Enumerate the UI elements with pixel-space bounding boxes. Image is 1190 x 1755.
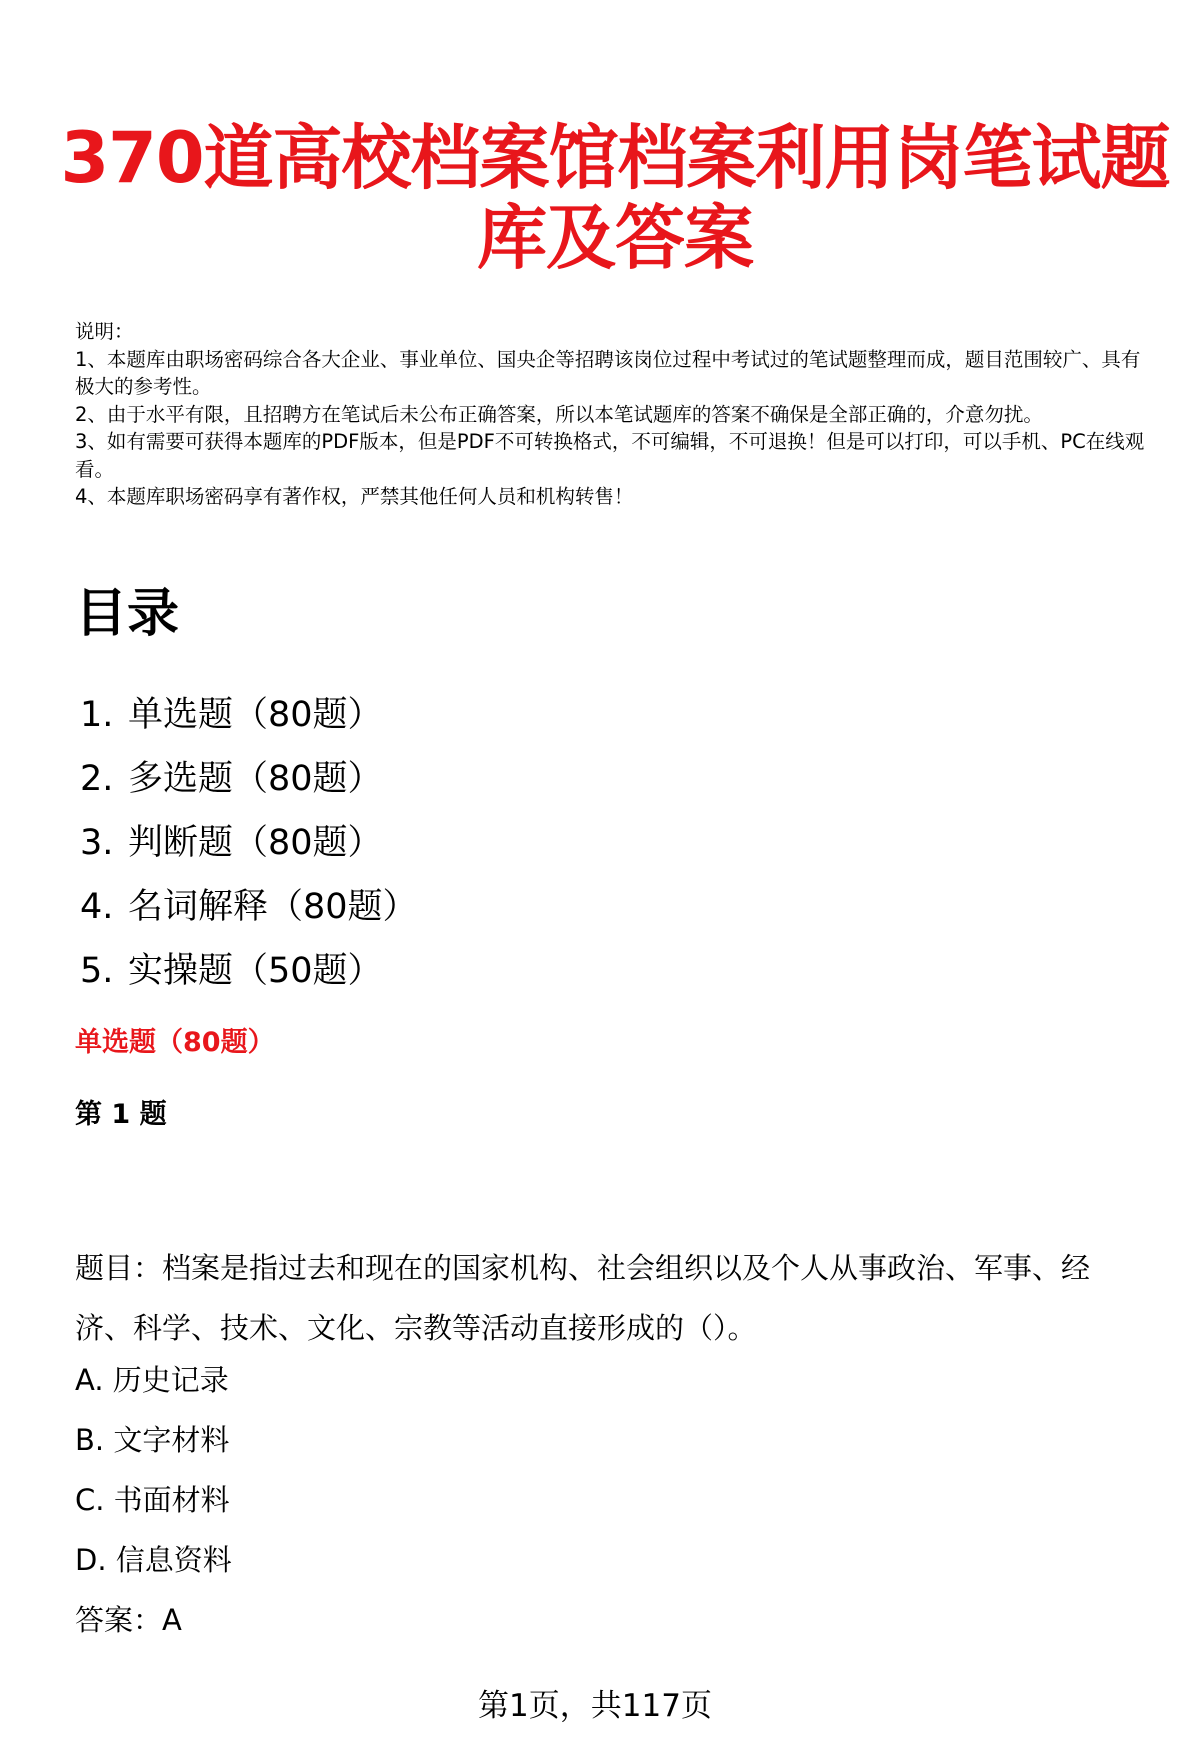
- toc-item-label: 名词解释（80题）: [128, 887, 418, 927]
- toc-item-number: 2.: [80, 759, 114, 799]
- question-number: 第 1 题: [75, 1099, 167, 1130]
- section-heading: 单选题（80题）: [75, 1027, 275, 1058]
- page-footer: 第1页，共117页: [478, 1688, 712, 1724]
- notes-line-1: 1、本题库由职场密码综合各大企业、事业单位、国央企等招聘该岗位过程中考试过的笔试题整理而成，题目范围较广、具有极大的参考性。: [75, 347, 1141, 398]
- notes-line-3: 3、如有需要可获得本题库的PDF版本，但是PDF不可转换格式，不可编辑，不可退换！但是可以打印，可以手机、PC在线观看。: [75, 430, 1145, 481]
- toc-item[interactable]: [80, 939, 418, 1003]
- toc-item-label: 实操题（50题）: [128, 951, 383, 991]
- toc-list: [80, 683, 418, 1003]
- option-b: B. 文字材料: [75, 1423, 230, 1457]
- option-d: D. 信息资料: [75, 1543, 232, 1577]
- toc-item[interactable]: [80, 811, 418, 875]
- toc-item-label: 单选题（80题）: [128, 695, 383, 735]
- notes-line-2: 2、由于水平有限，且招聘方在笔试后未公布正确答案，所以本笔试题库的答案不确保是全部正确的，介意勿扰。: [75, 402, 1043, 426]
- answer: 答案：A: [75, 1603, 182, 1637]
- toc-item-number: 4.: [80, 887, 114, 927]
- toc-item[interactable]: [80, 683, 418, 747]
- option-a: A. 历史记录: [75, 1363, 229, 1397]
- toc-heading: 目录: [75, 584, 180, 644]
- notes-block: [75, 318, 1155, 511]
- toc-item-number: 5.: [80, 951, 114, 991]
- toc-item-label: 判断题（80题）: [128, 823, 383, 863]
- toc-item-number: 1.: [80, 695, 114, 735]
- toc-item[interactable]: [80, 747, 418, 811]
- document-title: 370道高校档案馆档案利用岗笔试题库及答案: [60, 117, 1170, 279]
- option-c: C. 书面材料: [75, 1483, 230, 1517]
- notes-line-4: 4、本题库职场密码享有著作权，严禁其他任何人员和机构转售！: [75, 485, 634, 508]
- toc-item[interactable]: [80, 875, 418, 939]
- notes-heading: 说明：: [75, 320, 134, 343]
- toc-item-number: 3.: [80, 823, 114, 863]
- question-text: 题目：档案是指过去和现在的国家机构、社会组织以及个人从事政治、军事、经济、科学、技术、文化、宗教等活动直接形成的（）。: [75, 1251, 1091, 1345]
- toc-item-label: 多选题（80题）: [128, 759, 383, 799]
